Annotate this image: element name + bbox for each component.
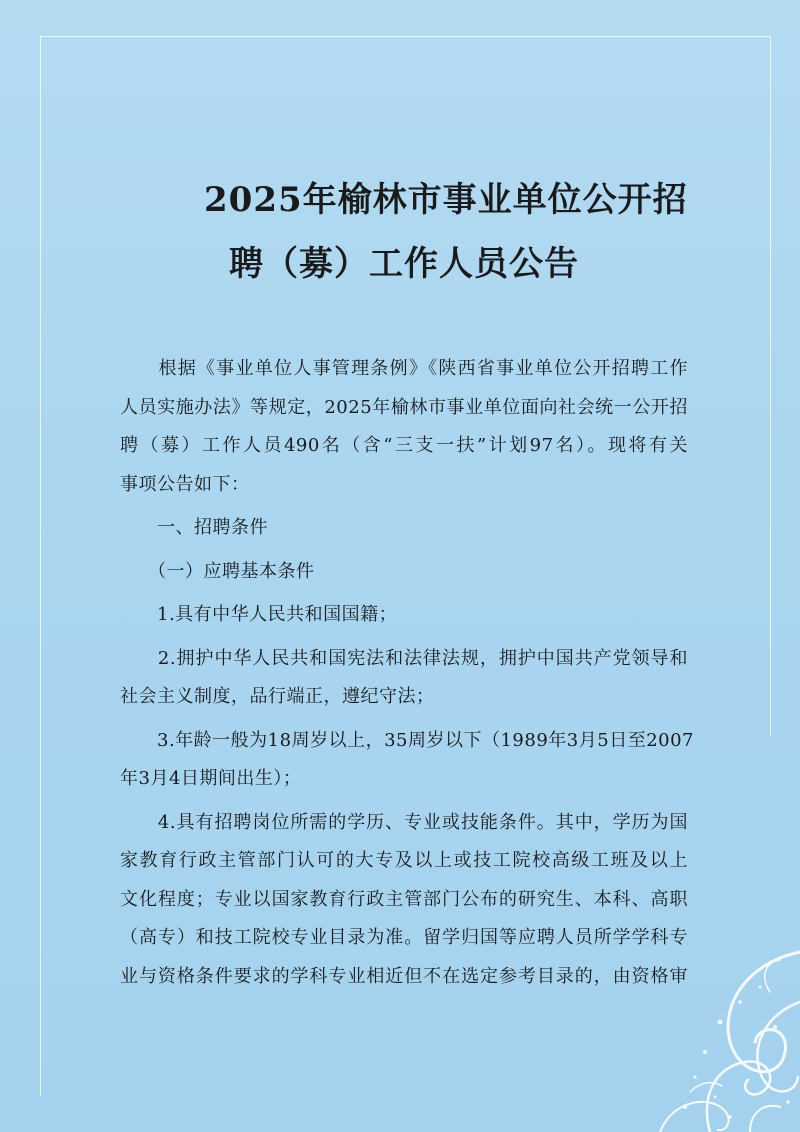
body-line: 人员实施办法》等规定，2025年榆林市事业单位面向社会统一公开招 (120, 396, 688, 418)
body-line: 3.年龄一般为18周岁以上，35周岁以下（1989年3月5日至2007 (120, 729, 695, 751)
body-line: 4.具有招聘岗位所需的学历、专业或技能条件。其中，学历为国 (120, 811, 688, 833)
body-line: 聘（募）工作人员490名（含“三支一扶”计划97名）。现将有关 (120, 435, 688, 456)
body-line: 1.具有中华人民共和国国籍； (120, 604, 398, 625)
body-line: 年3月4日期间出生）； (120, 768, 302, 789)
document-title-line-2: 聘（募）工作人员公告 (229, 244, 579, 284)
body-line: 家教育行政主管部门认可的大专及以上或技工院校高级工班及以上 (120, 850, 688, 871)
section-heading: 一、招聘条件 (120, 517, 268, 538)
body-line: 根据《事业单位人事管理条例》《陕西省事业单位公开招聘工作 (120, 358, 688, 379)
body-line: 2.拥护中华人民共和国宪法和法律法规，拥护中国共产党领导和 (120, 647, 688, 669)
body-line: 文化程度；专业以国家教育行政主管部门公布的研究生、本科、高职 (120, 888, 688, 910)
document-title-line-1: 2025年榆林市事业单位公开招 (204, 180, 688, 220)
subsection-heading: （一）应聘基本条件 (120, 560, 315, 582)
body-line: 事项公告如下： (120, 473, 250, 495)
body-line: （高专）和技工院校专业目录为准。留学归国等应聘人员所学学科专 (120, 927, 688, 948)
body-line: 社会主义制度，品行端正，遵纪守法； (120, 686, 435, 707)
swirl-ornament-icon (600, 892, 800, 1132)
body-line: 业与资格条件要求的学科专业相近但不在选定参考目录的，由资格审 (120, 965, 688, 987)
frame-right-line (770, 36, 771, 736)
frame-top-line (40, 36, 770, 37)
